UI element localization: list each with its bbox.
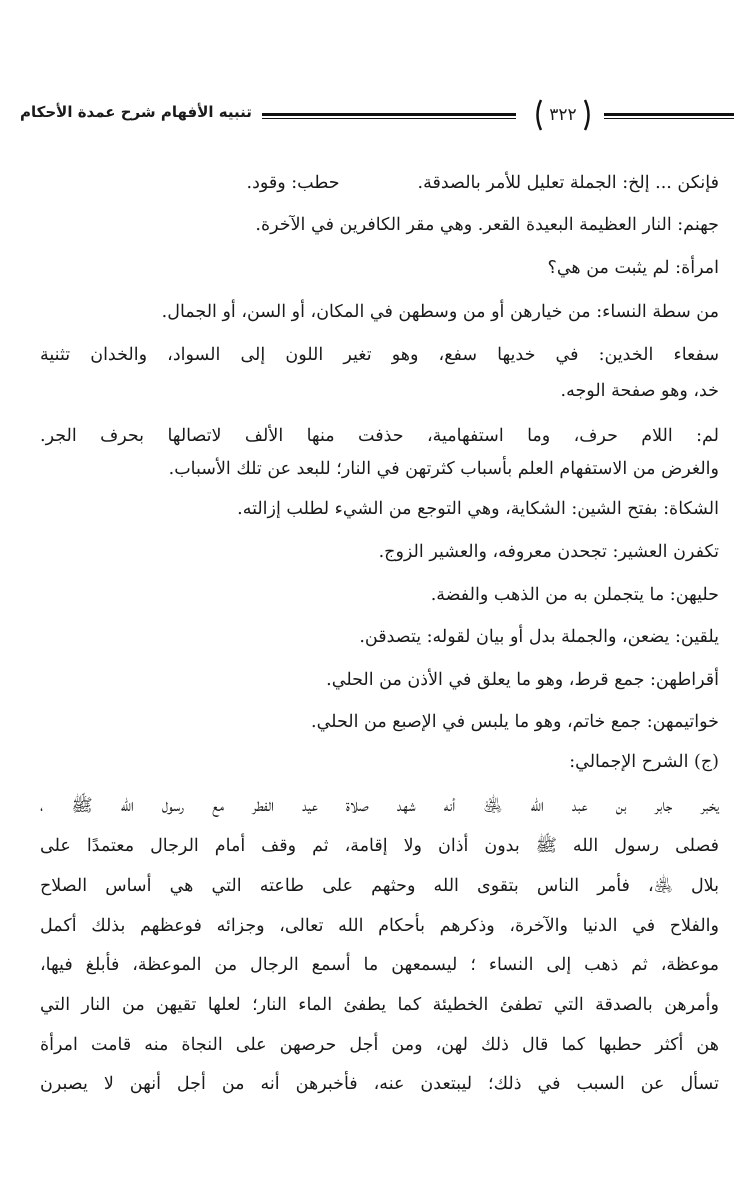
text-line-14: خواتيمهن: جمع خاتم، وهو ما يلبس في الإصبع من الحلي. bbox=[311, 712, 719, 732]
text-line-20: موعظة، ثم ذهب إلى النساء ؛ ليسمعهن ما أسمع الرجال من الموعظة، فأبلغ فيها، bbox=[40, 955, 719, 975]
text-line-21: وأمرهن بالصدقة التي تطفئ الخطيئة كما يطفئ الماء النار؛ لعلها تقيهن من النار التي bbox=[40, 995, 719, 1015]
text-line-2: جهنم: النار العظيمة البعيدة القعر. وهي مقر الكافرين في الآخرة. bbox=[255, 215, 719, 235]
book-title: تنبيه الأفهام شرح عمدة الأحكام bbox=[20, 103, 252, 121]
header-rule-left-thick bbox=[262, 113, 516, 116]
text-line-16: يخبر جابر بن عبد الله ﵁ أنه شهد صلاة عيد الفطر مع رسول الله ﷺ ، bbox=[40, 796, 719, 816]
text-line-8: والغرض من الاستفهام العلم بأسباب كثرتهن في النار؛ للبعد عن تلك الأسباب. bbox=[168, 459, 719, 479]
text-line-3: امرأة: لم يثبت من هي؟ bbox=[547, 258, 719, 278]
text-line-5: سفعاء الخدين: في خديها سفع، وهو تغير اللون إلى السواد، والخدان تثنية bbox=[40, 345, 719, 365]
line-1-part-a: فإنكن ... إلخ: الجملة تعليل للأمر بالصدقة. bbox=[417, 173, 719, 193]
line-1-part-b: حطب: وقود. bbox=[246, 173, 340, 193]
text-line-12: يلقين: يضعن، والجملة بدل أو بيان لقوله: يتصدقن. bbox=[359, 627, 719, 647]
text-line-19: والفلاح في الدنيا والآخرة، وذكرهم بأحكام الله تعالى، وجزائه فوعظهم بذلك أكمل bbox=[40, 916, 719, 936]
header-rule-right-thin bbox=[604, 118, 734, 119]
page-number-badge bbox=[533, 97, 593, 133]
header-rule-right-thick bbox=[604, 113, 734, 116]
header-rule-left-thin bbox=[262, 118, 516, 119]
text-line-18: بلال ﵁، فأمر الناس بتقوى الله وحثهم على طاعته التي هي أساس الصلاح bbox=[40, 876, 719, 896]
text-line-9: الشكاة: بفتح الشين: الشكاية، وهي التوجع من الشيء لطلب إزالته. bbox=[237, 499, 719, 519]
text-line-10: تكفرن العشير: تجحدن معروفه، والعشير الزوج. bbox=[378, 542, 719, 562]
text-line-23: تسأل عن السبب في ذلك؛ ليبتعدن عنه، فأخبرهن أنه من أجل أنهن لا يصبرن bbox=[40, 1074, 719, 1094]
text-line-17: فصلى رسول الله ﷺ بدون أذان ولا إقامة، ثم وقف أمام الرجال معتمدًا على bbox=[40, 836, 719, 856]
section-heading-general-explanation: (ج) الشرح الإجمالي: bbox=[569, 752, 719, 772]
text-line-6: خد، وهو صفحة الوجه. bbox=[560, 381, 719, 401]
text-line-1 bbox=[40, 170, 719, 196]
text-line-13: أقراطهن: جمع قرط، وهو ما يعلق في الأذن من الحلي. bbox=[326, 670, 719, 690]
page-number: ٣٢٢ bbox=[549, 105, 577, 125]
text-line-7: لم: اللام حرف، وما استفهامية، حذفت منها الألف لاتصالها بحرف الجر. bbox=[40, 426, 719, 446]
text-line-22: هن أكثر حطبها كما قال ذلك لهن، ومن أجل حرصهن على النجاة منه قامت امرأة bbox=[40, 1035, 719, 1055]
text-line-4: من سطة النساء: من خيارهن أو من وسطهن في المكان، أو السن، أو الجمال. bbox=[161, 302, 719, 322]
text-line-11: حليهن: ما يتجملن به من الذهب والفضة. bbox=[430, 585, 719, 605]
